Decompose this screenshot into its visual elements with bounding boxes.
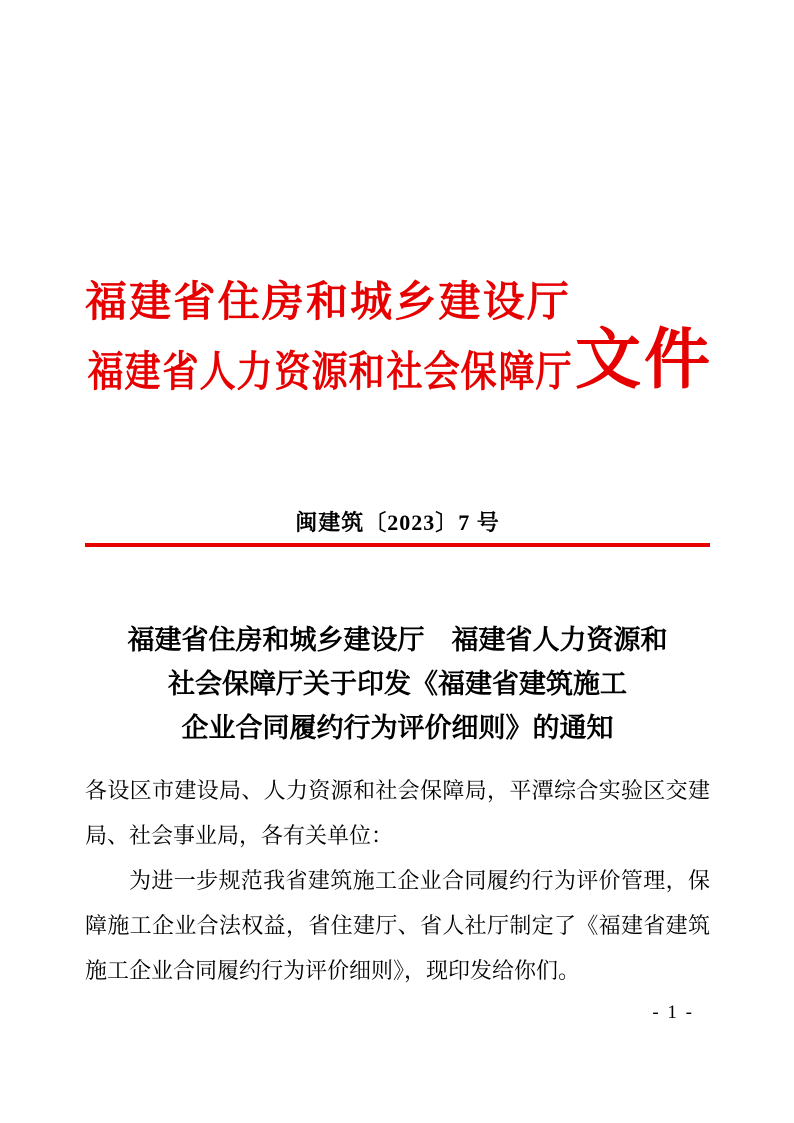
document-body (85, 768, 710, 993)
document-title-line1: 福建省住房和城乡建设厅 福建省人力资源和 (127, 625, 668, 655)
body-paragraph: 为进一步规范我省建筑施工企业合同履约行为评价管理，保障施工企业合法权益，省住建厅、省人社厅制定了《福建省建筑施工企业合同履约行为评价细则》，现印发给你们。 (85, 868, 710, 983)
page-number: - 1 - (652, 1002, 694, 1023)
document-title (85, 618, 710, 750)
agency-name-line2: 福 建 省 人 力 资 源 和 社 会 保 障 厅 (87, 348, 572, 395)
red-letterhead (85, 278, 713, 396)
agency-names (85, 278, 572, 396)
salutation-paragraph: 各设区市建设局、人力资源和社会保障局，平潭综合实验区交建局、社会事业局，各有关单位： (85, 778, 710, 848)
document-title-line2: 社会保障厅关于印发《福建省建筑施工 (168, 669, 627, 699)
document-title-line3: 企业合同履约行为评价细则》的通知 (181, 713, 614, 743)
agency-name-line1: 福 建 省 住 房 和 城 乡 建 设 厅 (85, 278, 569, 325)
red-divider-line (85, 543, 710, 547)
document-number: 闽建筑〔2023〕7 号 (295, 510, 500, 535)
doc-type-label: 文件 (575, 322, 713, 396)
